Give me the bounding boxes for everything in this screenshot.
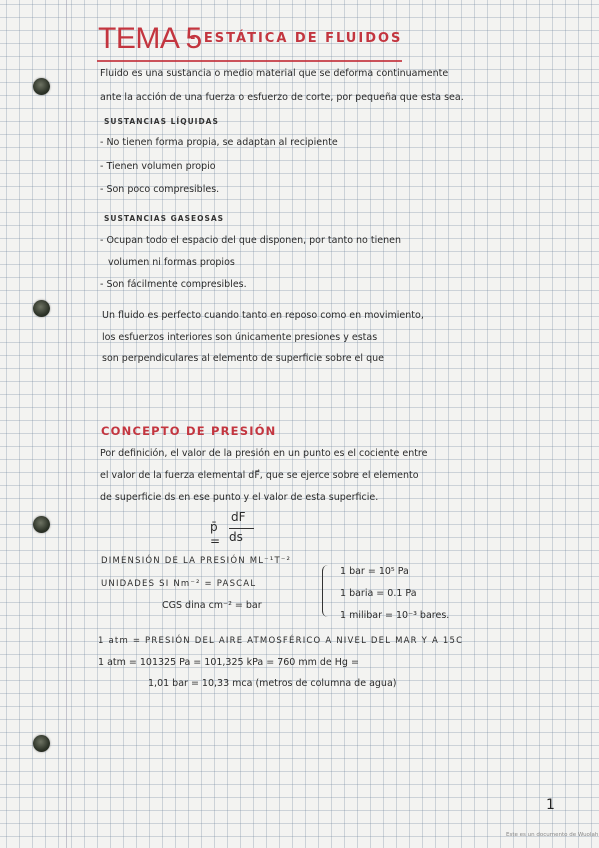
page-number: 1 <box>546 797 555 813</box>
formula-numerator: dF <box>231 510 246 524</box>
liquids-item-1: - No tienen forma propia, se adaptan al recipiente <box>100 137 338 148</box>
binder-hole-2 <box>33 300 50 317</box>
units-brace <box>322 565 331 617</box>
perfect-fluid-line-2: los esfuerzos interiores son únicamente presiones y estas <box>102 332 378 343</box>
section-heading-pressure: CONCEPTO DE PRESIÓN <box>101 424 277 438</box>
gases-heading: SUSTANCIAS GASEOSAS <box>104 214 225 223</box>
intro-line-1: Fluido es una sustancia o medio material que se deforma continuamente <box>100 68 449 79</box>
gases-item-1: - Ocupan todo el espacio del que disponen, por tanto no tienen <box>100 235 401 246</box>
pressure-def-line-2: el valor de la fuerza elemental dF⃗, que se ejerce sobre el elemento <box>100 470 419 481</box>
gases-item-2: - Son fácilmente compresibles. <box>100 279 247 290</box>
pressure-dimension: DIMENSIÓN DE LA PRESIÓN ML⁻¹T⁻² <box>101 556 292 566</box>
conversion-milibar: 1 milibar = 10⁻³ bares. <box>340 610 450 621</box>
binder-hole-4 <box>33 735 50 752</box>
intro-line-2: ante la acción de una fuerza o esfuerzo de corte, por pequeña que esta sea. <box>100 92 464 103</box>
liquids-heading: SUSTANCIAS LÍQUIDAS <box>104 117 219 126</box>
title-tema: TEMA 5 <box>98 22 202 55</box>
units-si: UNIDADES SI Nm⁻² = PASCAL <box>101 579 257 589</box>
fraction-bar <box>229 528 254 529</box>
pressure-def-line-3: de superficie ds en ese punto y el valor de esta superficie. <box>100 492 379 503</box>
atm-values-line-1: 1 atm = 101325 Pa = 101,325 kPa = 760 mm de Hg = <box>98 657 359 668</box>
liquids-item-2: - Tienen volumen propio <box>100 161 216 172</box>
binder-hole-1 <box>33 78 50 95</box>
perfect-fluid-line-3: son perpendiculares al elemento de superficie sobre el que <box>102 353 384 364</box>
formula-lhs: p̄ = <box>210 520 221 548</box>
margin-line <box>66 0 67 848</box>
title-subject: - ESTÁTICA DE FLUIDOS <box>190 31 403 46</box>
atm-definition: 1 atm = PRESIÓN DEL AIRE ATMOSFÉRICO A NIVEL DEL MAR Y A 15C <box>98 636 464 646</box>
perfect-fluid-line-1: Un fluido es perfecto cuando tanto en reposo como en movimiento, <box>102 310 424 321</box>
formula-denominator: ds <box>229 530 243 544</box>
footer-credit: Este es un documento de Wuolah <box>506 832 599 838</box>
conversion-bar: 1 bar = 10⁵ Pa <box>340 566 409 577</box>
title-underline <box>97 60 402 62</box>
pressure-def-line-1: Por definición, el valor de la presión en un punto es el cociente entre <box>100 448 428 459</box>
liquids-item-3: - Son poco compresibles. <box>100 184 220 195</box>
binder-hole-3 <box>33 516 50 533</box>
atm-values-line-2: 1,01 bar = 10,33 mca (metros de columna de agua) <box>148 678 397 689</box>
conversion-baria: 1 baria = 0.1 Pa <box>340 588 417 599</box>
gases-item-1-cont: volumen ni formas propios <box>108 257 235 268</box>
units-cgs: CGS dina cm⁻² = bar <box>162 600 262 611</box>
